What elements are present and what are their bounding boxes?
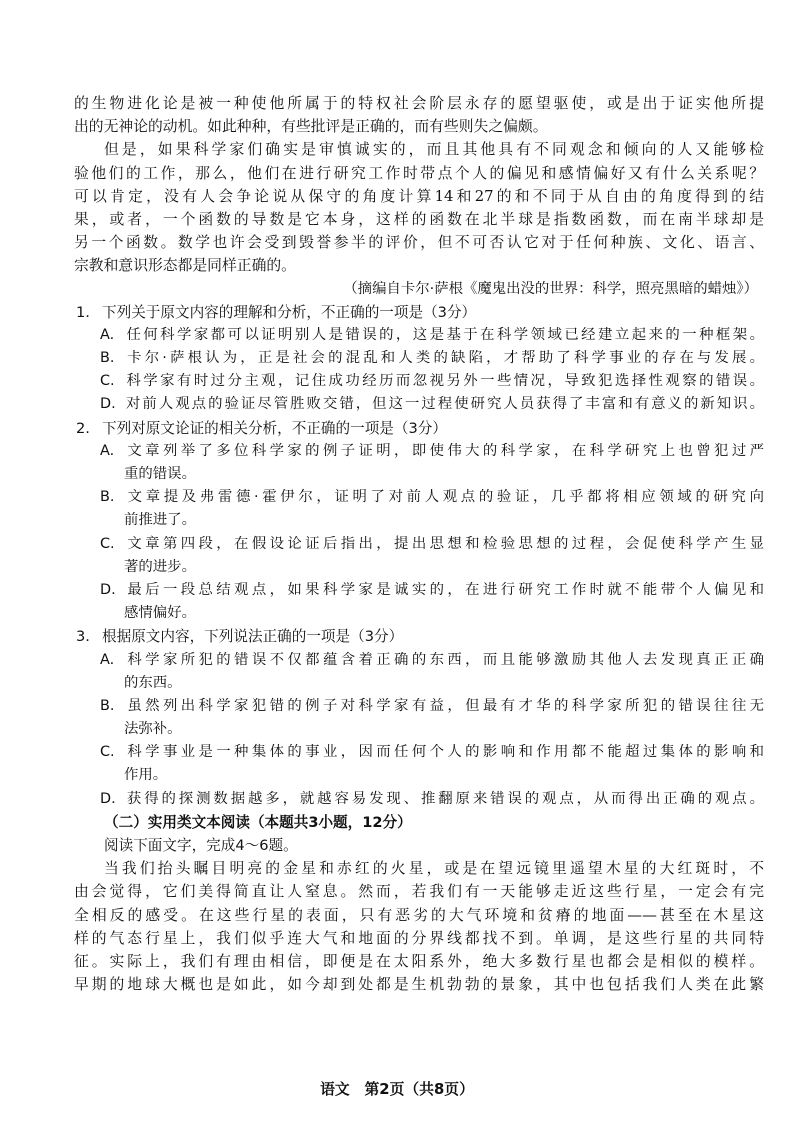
question-number: 2. xyxy=(76,419,90,437)
option-a xyxy=(74,440,764,463)
question-text: 下列对原文论证的相关分析，不正确的一项是（3分） xyxy=(102,419,447,437)
option-b xyxy=(74,347,764,370)
option-a-continued: 的东西。 xyxy=(124,674,182,691)
question-text: 根据原文内容，下列说法正确的一项是（3分） xyxy=(102,628,404,646)
option-letter: D. xyxy=(100,396,116,413)
option-text: 科学家有时过分主观，记住成功经历而忽视另外一些情况，导致犯选择性观察的错误。 xyxy=(124,373,764,390)
page-footer: 语文 第2页（共8页） xyxy=(320,1081,474,1098)
option-letter: A. xyxy=(100,442,115,459)
option-text: 文章第四段，在假设论证后指出，提出思想和检验思想的过程，会促使科学产生显 xyxy=(124,535,764,552)
passage-line: 出的无神论的动机。如此种种，有些批评是正确的，而有些则失之偏颇。 xyxy=(74,118,548,136)
option-text: 对前人观点的验证尽管胜败交错，但这一过程使研究人员获得了丰富和有意义的新知识。 xyxy=(124,396,764,413)
option-b-continued: 前推进了。 xyxy=(124,512,196,529)
option-text: 任何科学家都可以证明别人是错误的，这是基于在科学领域已经建立起来的一种框架。 xyxy=(124,326,764,343)
question-number: 3. xyxy=(76,628,90,646)
question-text: 下列关于原文内容的理解和分析，不正确的一项是（3分） xyxy=(102,303,477,321)
passage-source: （摘编自卡尔·萨根《魔鬼出没的世界：科学，照亮黑暗的蜡烛》） xyxy=(343,280,758,297)
passage-line: 征。实际上，我们有理由相信，即便是在太阳系外，绝大多数行星也都会是相似的模样。 xyxy=(74,952,764,970)
passage-line: 当我们抬头瞩目明亮的金星和赤红的火星，或是在望远镜里遥望木星的大红斑时，不 xyxy=(104,860,764,878)
option-c xyxy=(74,370,764,393)
question-1 xyxy=(74,301,764,417)
option-letter: B. xyxy=(100,350,115,367)
option-text: 科学事业是一种集体的事业，因而任何个人的影响和作用都不能超过集体的影响和 xyxy=(124,744,764,761)
option-letter: C. xyxy=(100,744,115,761)
passage-line: 但是，如果科学家们确实是审慎诚实的，而且其他具有不同观念和倾向的人又能够检 xyxy=(104,141,764,159)
option-c xyxy=(74,533,764,556)
option-text: 虽然列出科学家犯错的例子对科学家有益，但最有才华的科学家所犯的错误往往无 xyxy=(124,697,764,714)
option-letter: C. xyxy=(100,535,115,552)
option-letter: B. xyxy=(100,489,115,506)
passage-line: 全相反的感受。在这些行星的表面，只有恶劣的大气环境和贫瘠的地面——甚至在木星这 xyxy=(74,906,764,924)
question-number: 1. xyxy=(76,303,90,321)
option-a xyxy=(74,649,764,672)
option-letter: D. xyxy=(100,581,116,598)
option-text: 文章提及弗雷德·霍伊尔，证明了对前人观点的验证，几乎都将相应领域的研究向 xyxy=(124,489,764,506)
passage-line: 样的气态行星上，我们似乎连大气和地面的分界线都找不到。单调，是这些行星的共同特 xyxy=(74,929,764,947)
option-c-continued: 作用。 xyxy=(124,767,168,784)
passage-line: 验他们的工作，那么，他们在进行研究工作时带点个人的偏见和感情偏好又有什么关系呢？ xyxy=(74,164,764,182)
option-d-continued: 感情偏好。 xyxy=(124,605,196,622)
question-stem xyxy=(74,625,764,648)
option-b xyxy=(74,486,764,509)
option-b-continued: 法弥补。 xyxy=(124,721,182,738)
passage-line: 的生物进化论是被一种使他所属于的特权社会阶层永存的愿望驱使，或是出于证实他所提 xyxy=(74,95,764,112)
option-c-continued: 著的进步。 xyxy=(124,558,196,575)
question-2 xyxy=(74,417,764,626)
option-d xyxy=(74,393,764,416)
section-2 xyxy=(74,811,764,997)
option-letter: C. xyxy=(100,373,115,390)
passage-line: 可以肯定，没有人会争论说从保守的角度计算14和27的和不同于从自由的角度得到的结 xyxy=(74,187,764,205)
question-3 xyxy=(74,625,764,811)
passage-line: 由会觉得，它们美得简直让人窒息。然而，若我们有一天能够走近这些行星，一定会有完 xyxy=(74,883,764,901)
option-letter: B. xyxy=(100,697,115,714)
option-letter: A. xyxy=(100,651,115,668)
option-letter: A. xyxy=(100,326,115,343)
option-text: 获得的探测数据越多，就越容易发现、推翻原来错误的观点，从而得出正确的观点。 xyxy=(124,790,764,807)
section-title: （二）实用类文本阅读（本题共3小题，12分） xyxy=(104,813,412,831)
passage-line: 果，或者，一个函数的导数是它本身，这样的函数在北半球是指数函数，而在南半球却是 xyxy=(74,210,764,228)
option-d xyxy=(74,788,764,811)
option-letter: D. xyxy=(100,790,116,807)
passage-continuation xyxy=(74,92,764,301)
option-text: 最后一段总结观点，如果科学家是诚实的，在进行研究工作时就不能带个人偏见和 xyxy=(124,581,764,598)
option-a-continued: 重的错误。 xyxy=(124,466,196,482)
option-a xyxy=(74,324,764,347)
passage-line: 早期的地球大概也是如此，如今却到处都是生机勃勃的景象，其中也包括我们人类在此繁 xyxy=(74,976,764,994)
page-content xyxy=(74,92,764,996)
question-stem xyxy=(74,301,764,324)
option-text: 科学家所犯的错误不仅都蕴含着正确的东西，而且能够激励其他人去发现真正正确 xyxy=(124,651,764,668)
option-d xyxy=(74,579,764,602)
passage-line: 宗教和意识形态都是同样正确的。 xyxy=(74,257,296,275)
section-instruction: 阅读下面文字，完成4～6题。 xyxy=(104,837,298,854)
option-text: 文章列举了多位科学家的例子证明，即使伟大的科学家，在科学研究上也曾犯过严 xyxy=(124,442,764,459)
question-stem xyxy=(74,417,764,440)
passage-line: 另一个函数。数学也许会受到毁誉参半的评价，但不可否认它对于任何种族、文化、语言、 xyxy=(74,234,764,252)
option-text: 卡尔·萨根认为，正是社会的混乱和人类的缺陷，才帮助了科学事业的存在与发展。 xyxy=(124,350,764,367)
option-b xyxy=(74,695,764,718)
option-c xyxy=(74,741,764,764)
